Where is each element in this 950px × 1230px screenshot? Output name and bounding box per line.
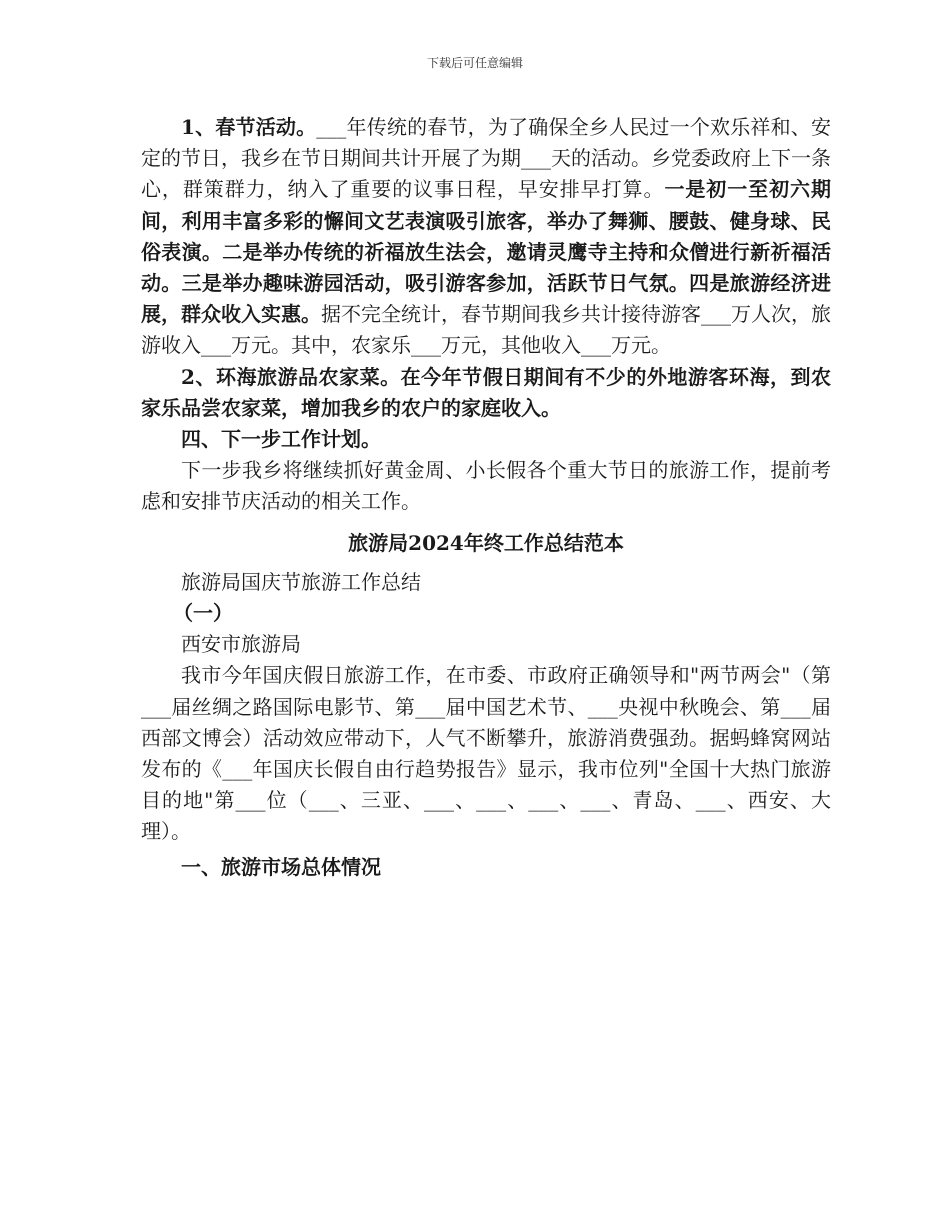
paragraph-next-plan: 下一步我乡将继续抓好黄金周、小长假各个重大节日的旅游工作，提前考虑和安排节庆活动的相关工作。: [141, 458, 831, 514]
paragraph-spring-festival: [141, 112, 831, 362]
section-heading-next-plan: 四、下一步工作计划。: [181, 427, 381, 452]
subtitle-number: （一）: [173, 601, 233, 626]
section-heading-market: 一、旅游市场总体情况: [181, 854, 381, 879]
organization-name: 西安市旅游局: [181, 632, 301, 657]
document-title: 旅游局2024年终工作总结范本: [348, 530, 624, 555]
page-header: 下载后可任意编辑: [426, 56, 523, 70]
paragraph-text: 据不完全统计，春节期间我乡共计接待游客___万人次，旅游收入___万元。其中，农家乐___万元，其他收入___万元。: [141, 302, 831, 358]
section-heading: 1、春节活动。: [181, 115, 317, 139]
paragraph-national-day: 我市今年国庆假日旅游工作，在市委、市政府正确领导和"两节两会"（第___届丝绸之路国际电影节、第___届中国艺术节、___央视中秋晚会、第___届西部文博会）活动效应带动下，人气不断攀升，旅游消费强劲。据蚂蜂窝网站发布的《___年国庆长假自由行趋势报告》显示，我市位列"全国十大热门旅游目的地"第___位（___、三亚、___、___、___、___、青岛、___、西安、大理）。: [141, 663, 831, 844]
paragraph-bold-text: 一是初一至初六期间，利用丰富多彩的懈间文艺表演吸引旅客，举办了舞狮、腰鼓、健身球、民俗表演。二是举办传统的祈福放生法会，邀请灵鹰寺主持和众僧进行新祈福活动。三是举办趣味游园活动，吸引游客参加，活跃节日气氛。四是旅游经济进展，群众收入实惠。: [141, 177, 831, 327]
document-body: [141, 112, 831, 883]
paragraph-farmhouse-dishes: 2、环海旅游品农家菜。在今年节假日期间有不少的外地游客环海，到农家乐品尝农家菜，增加我乡的农户的家庭收入。: [141, 364, 831, 420]
subtitle: 旅游局国庆节旅游工作总结: [181, 569, 421, 594]
paragraph-text: ___年传统的春节，为了确保全乡人民过一个欢乐祥和、安定的节日，我乡在节日期间共计开展了为期___天的活动。乡党委政府上下一条心，群策群力，纳入了重要的议事日程，早安排早打算。: [141, 115, 832, 202]
